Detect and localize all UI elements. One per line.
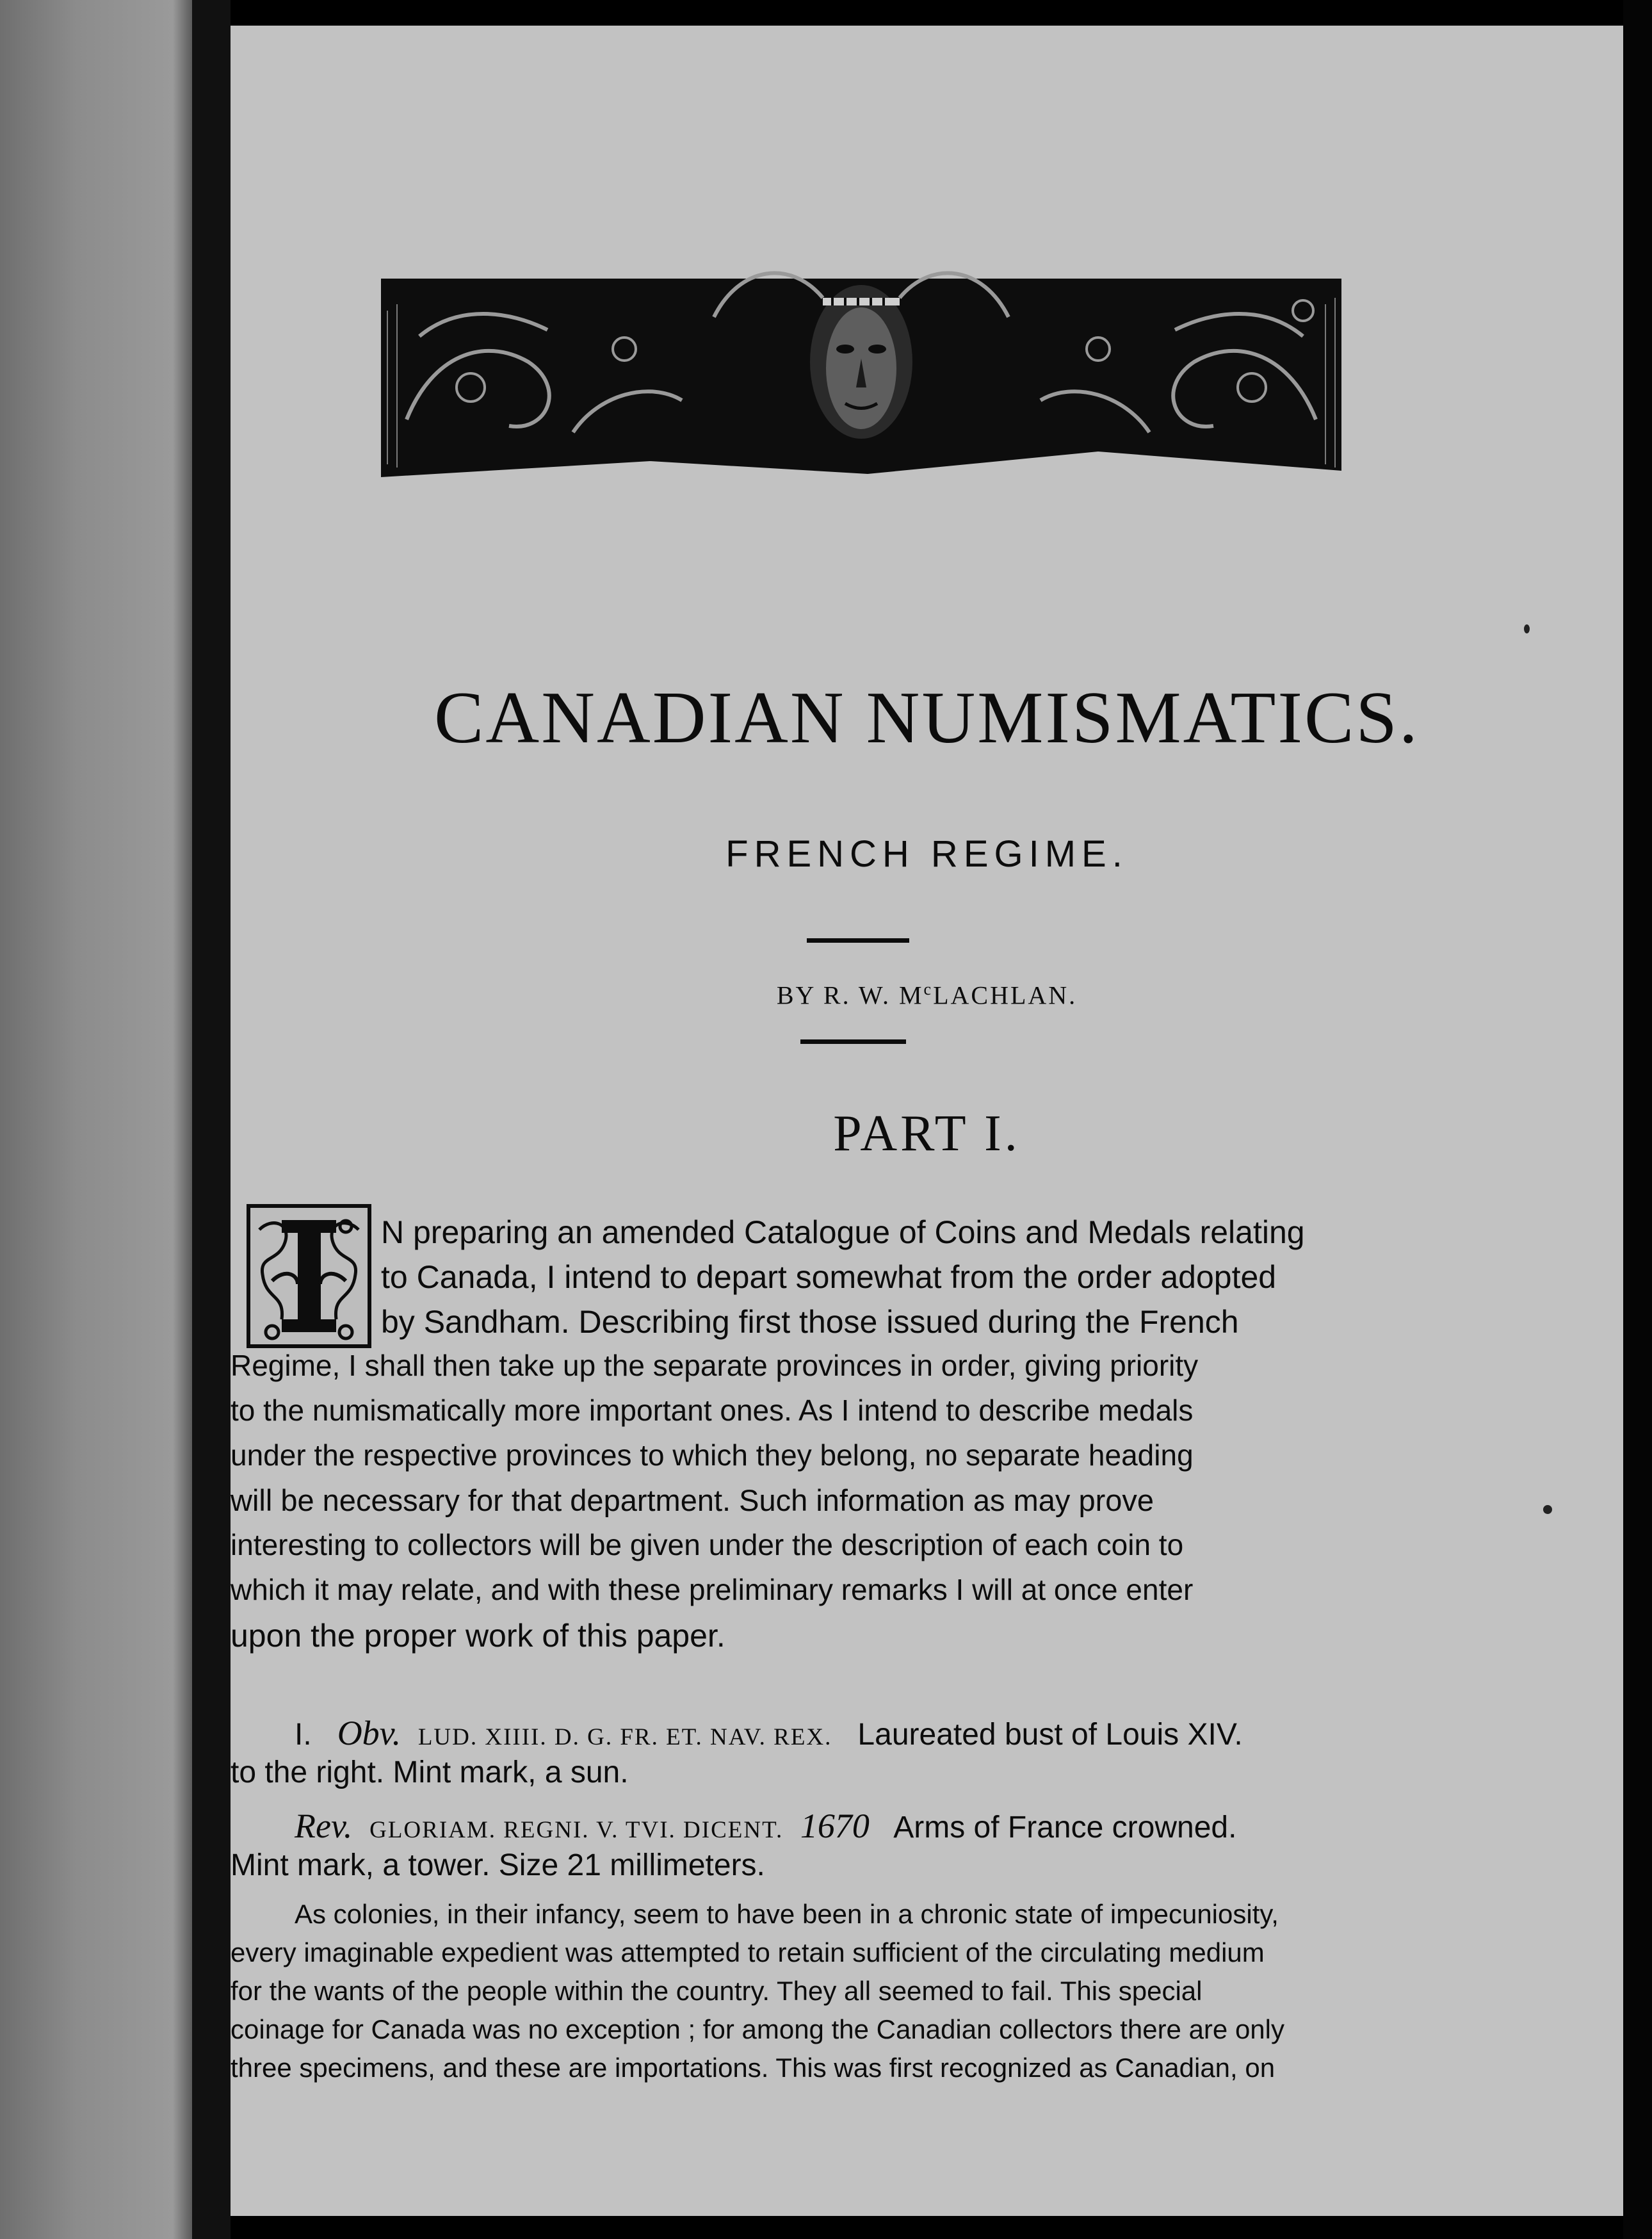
- intro-line: which it may relate, and with these preliminary remarks I will at once enter: [231, 1573, 1194, 1606]
- byline-suffix: LACHLAN.: [933, 981, 1078, 1010]
- intro-line: by Sandham. Describing first those issued during the French: [381, 1304, 1239, 1340]
- intro-line: will be necessary for that department. Such information as may prove: [231, 1483, 1154, 1517]
- entry-number: I.: [295, 1718, 312, 1752]
- commentary-line: three specimens, and these are importations. This was first recognized as Canadian, on: [231, 2053, 1275, 2083]
- commentary-line: every imaginable expedient was attempted to retain sufficient of the circulating medium: [231, 1937, 1265, 1967]
- book-gutter: [192, 0, 231, 2239]
- reverse-year: 1670: [800, 1807, 870, 1845]
- part-heading: PART I.: [833, 1105, 1021, 1162]
- intro-line: upon the proper work of this paper.: [231, 1618, 725, 1654]
- reverse-description: Arms of France crowned.: [893, 1811, 1237, 1844]
- byline: [231, 980, 1623, 1010]
- ink-speck: [1543, 1505, 1552, 1514]
- page-right-edge: [1623, 0, 1652, 2239]
- obverse-legend: LUD. XIIII. D. G. FR. ET. NAV. REX.: [417, 1724, 832, 1750]
- byline-sup: c: [923, 980, 934, 998]
- book-page: [231, 26, 1623, 2216]
- facing-page-edge: [0, 0, 192, 2239]
- rule-top: [807, 938, 909, 943]
- entry-obverse-line-2: to the right. Mint mark, a sun.: [231, 1755, 629, 1789]
- intro-line: Regime, I shall then take up the separate provinces in order, giving priority: [231, 1349, 1199, 1382]
- entry-reverse-line-2: Mint mark, a tower. Size 21 millimeters.: [231, 1848, 765, 1882]
- headpiece-engraving: [381, 240, 1341, 490]
- page-subtitle: FRENCH REGIME.: [725, 833, 1128, 875]
- ink-speck: [1524, 624, 1530, 633]
- commentary-line: As colonies, in their infancy, seem to have been in a chronic state of impecuniosity,: [295, 1899, 1279, 1929]
- entry-obverse-line: [295, 1713, 1243, 1753]
- obverse-label: Obv.: [337, 1714, 401, 1752]
- page-title: CANADIAN NUMISMATICS.: [434, 677, 1420, 759]
- commentary-line: for the wants of the people within the country. They all seemed to fail. This special: [231, 1976, 1203, 2006]
- reverse-label: Rev.: [295, 1807, 353, 1845]
- rule-bottom: [800, 1039, 906, 1044]
- intro-line: N preparing an amended Catalogue of Coins and Medals relating: [381, 1214, 1305, 1250]
- commentary-line: coinage for Canada was no exception ; for among the Canadian collectors there are only: [231, 2014, 1284, 2044]
- reverse-legend: GLORIAM. REGNI. V. TVI. DICENT.: [369, 1817, 784, 1843]
- byline-prefix: BY R. W. M: [776, 981, 924, 1010]
- entry-reverse-line: [295, 1806, 1236, 1846]
- intro-line: interesting to collectors will be given under the description of each coin to: [231, 1528, 1184, 1561]
- intro-line: under the respective provinces to which they belong, no separate heading: [231, 1438, 1194, 1472]
- intro-line: to the numismatically more important ones. As I intend to describe medals: [231, 1394, 1194, 1427]
- intro-line: to Canada, I intend to depart somewhat from the order adopted: [381, 1259, 1277, 1295]
- obverse-description: Laureated bust of Louis XIV.: [857, 1718, 1243, 1752]
- dropcap-ornament: [247, 1204, 371, 1348]
